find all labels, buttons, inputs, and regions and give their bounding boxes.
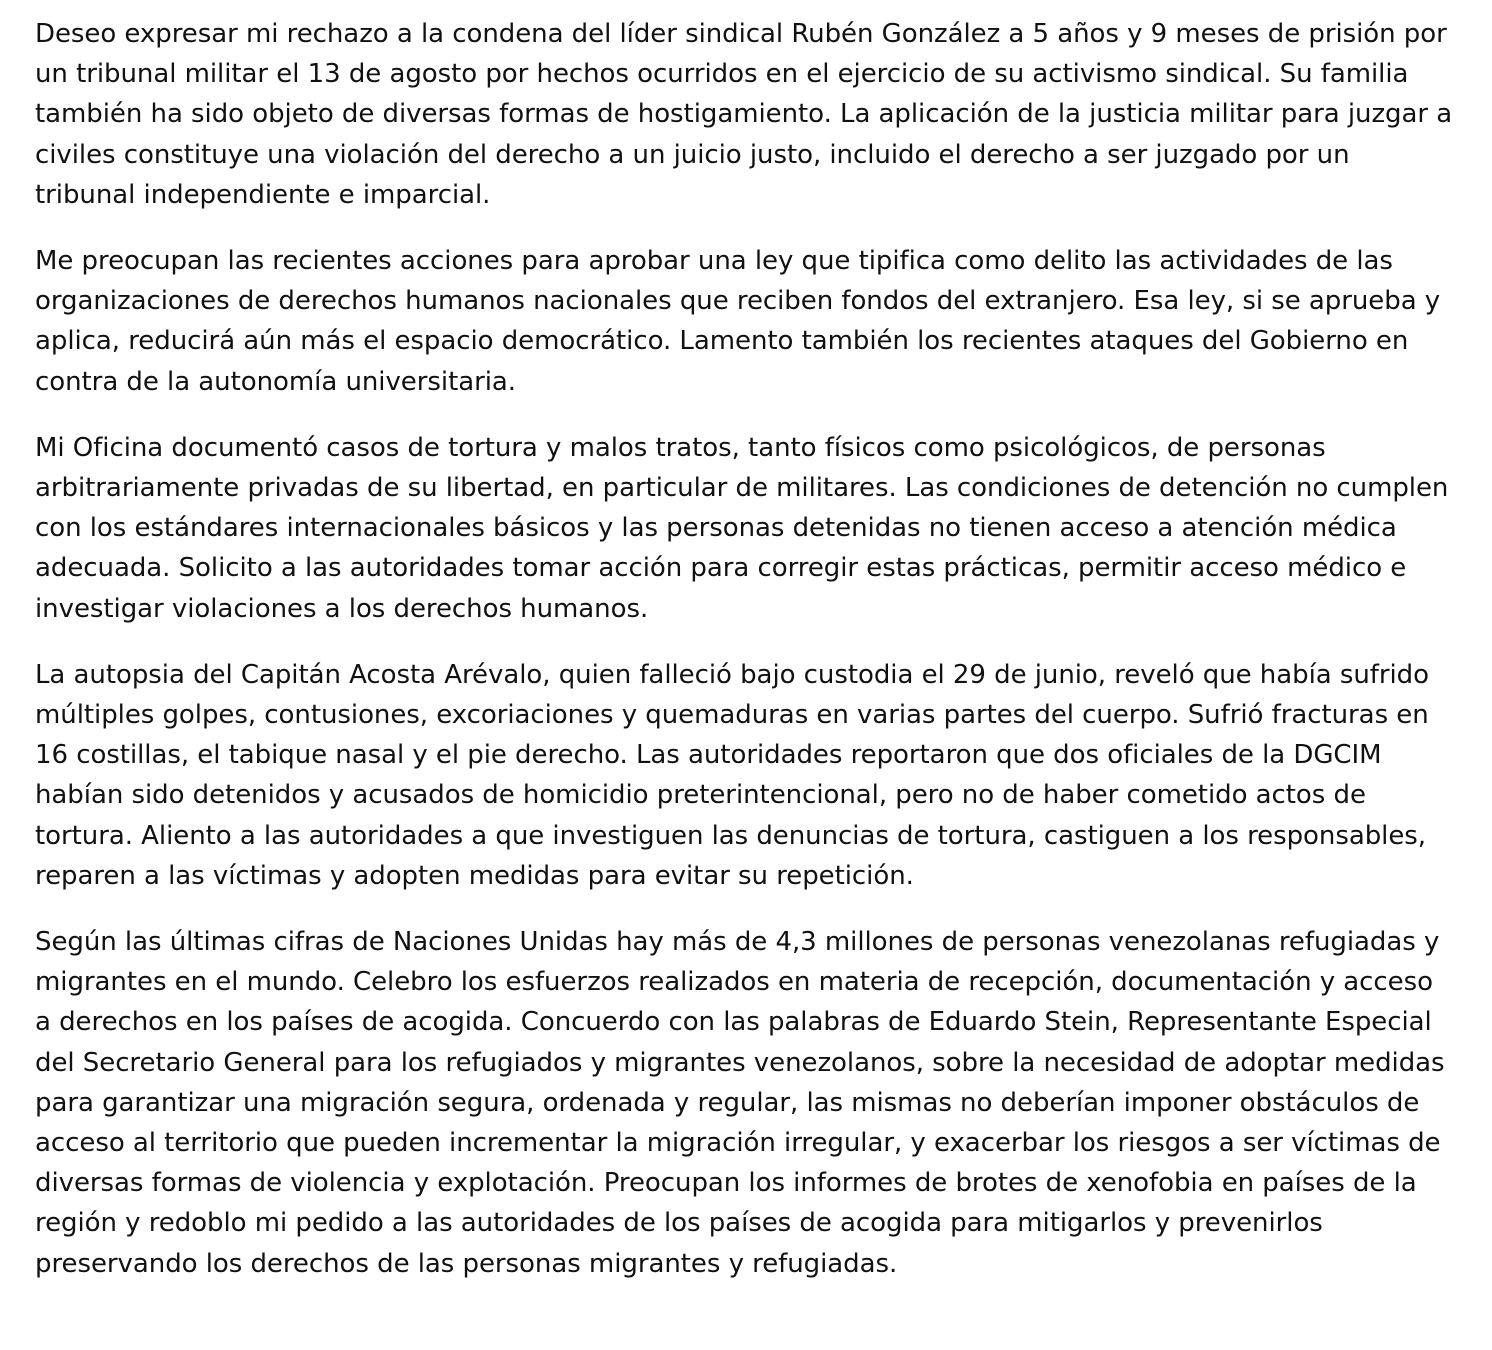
paragraph-condena-sindical: Deseo expresar mi rechazo a la condena del líder sindical Rubén González a 5 años y 9 meses de prisión por un tribunal militar el 13 de agosto por hechos ocurridos en el ejercicio de su activismo sindical. Su familia también ha sido objeto de diversas formas de hostigamiento. La aplicación de la justicia militar para juzgar a civiles constituye una violación del derecho a un juicio justo, incluido el derecho a ser juzgado por un tribunal independiente e imparcial.	[35, 19, 1453, 210]
paragraph-tortura-detenidos: Mi Oficina documentó casos de tortura y malos tratos, tanto físicos como psicológicos, de personas arbitrariamente privadas de su libertad, en particular de militares. Las condiciones de detención no cumplen con los estándares internacionales básicos y las personas detenidas no tienen acceso a atención médica adecuada. Solicito a las autoridades tomar acción para corregir estas prácticas, permitir acceso médico e investigar violaciones a los derechos humanos.	[35, 432, 1449, 624]
paragraph-autopsia-acosta: La autopsia del Capitán Acosta Arévalo, quien falleció bajo custodia el 29 de junio, reveló que había sufrido múltiples golpes, contusiones, excoriaciones y quemaduras en varias partes del cuerpo. Sufrió fracturas en 16 costillas, el tabique nasal y el pie derecho. Las autoridades reportaron que dos oficiales de la DGCIM habían sido detenidos y acusados de homicidio preterintencional, pero no de haber cometido actos de tortura. Aliento a las autoridades a que investiguen las denuncias de tortura, castiguen a los responsables, reparen a las víctimas y adopten medidas para evitar su repetición.	[35, 659, 1429, 891]
paragraph-ley-ong: Me preocupan las recientes acciones para aprobar una ley que tipifica como delito las actividades de las organizaciones de derechos humanos nacionales que reciben fondos del extranjero. Esa ley, si se aprueba y aplica, reducirá aún más el espacio democrático. Lamento también los recientes ataques del Gobierno en contra de la autonomía universitaria.	[35, 246, 1441, 397]
paragraph-refugiados-migrantes: Según las últimas cifras de Naciones Unidas hay más de 4,3 millones de personas venezolanas refugiadas y migrantes en el mundo. Celebro los esfuerzos realizados en materia de recepción, documentación y acceso a derechos en los países de acogida. Concuerdo con las palabras de Eduardo Stein, Representante Especial del Secretario General para los refugiados y migrantes venezolanos, sobre la necesidad de adoptar medidas para garantizar una migración segura, ordenada y regular, las mismas no deberían imponer obstáculos de acceso al territorio que pueden incrementar la migración irregular, y exacerbar los riesgos a ser víctimas de diversas formas de violencia y explotación. Preocupan los informes de brotes de xenofobia en países de la región y redoblo mi pedido a las autoridades de los países de acogida para mitigarlos y prevenirlos preservando los derechos de las personas migrantes y refugiadas.	[35, 927, 1445, 1279]
